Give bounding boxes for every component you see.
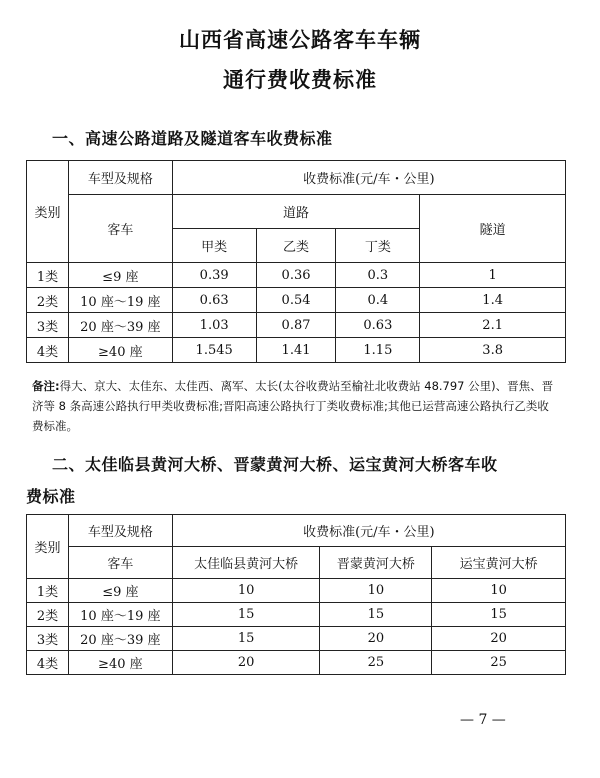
cell-class: 1类 <box>27 263 69 288</box>
table-row <box>27 627 566 651</box>
header-rate: 收费标准(元/车・公里) <box>172 515 565 547</box>
cell-class: 4类 <box>27 338 69 363</box>
page-number: — 7 — <box>460 712 506 728</box>
cell-rate-tunnel: 3.8 <box>420 338 566 363</box>
cell-bridge2: 10 <box>320 579 432 603</box>
cell-rate-d: 0.4 <box>336 288 420 313</box>
section2-heading-line2: 费标准 <box>26 487 76 506</box>
cell-bridge2: 20 <box>320 627 432 651</box>
header-bus: 客车 <box>68 195 172 263</box>
table-row <box>27 338 566 363</box>
cell-rate-b: 0.54 <box>256 288 336 313</box>
cell-rate-a: 0.63 <box>172 288 256 313</box>
cell-seats: ≥40 座 <box>68 651 172 675</box>
cell-bridge1: 10 <box>172 579 320 603</box>
header-bridge-yunbao: 运宝黄河大桥 <box>432 547 566 579</box>
cell-rate-b: 0.87 <box>256 313 336 338</box>
remarks-text: 得大、京大、太佳东、太佳西、离军、太长(太谷收费站至榆社北收费站 48.797 公里)、晋焦、晋济等 8 条高速公路执行甲类收费标准;晋阳高速公路执行丁类收费标准;其他已运营高速公路执行乙类收费标准。 <box>32 379 554 433</box>
cell-seats: ≥40 座 <box>68 338 172 363</box>
cell-seats: 20 座～39 座 <box>68 627 172 651</box>
header-tunnel: 隧道 <box>420 195 566 263</box>
cell-bridge3: 15 <box>432 603 566 627</box>
cell-rate-a: 1.545 <box>172 338 256 363</box>
cell-bridge3: 20 <box>432 627 566 651</box>
header-bridge-jinmeng: 晋蒙黄河大桥 <box>320 547 432 579</box>
cell-seats: 10 座～19 座 <box>68 288 172 313</box>
cell-seats: ≤9 座 <box>68 579 172 603</box>
cell-rate-b: 0.36 <box>256 263 336 288</box>
header-class-b: 乙类 <box>256 229 336 263</box>
cell-rate-d: 0.63 <box>336 313 420 338</box>
header-class: 类别 <box>27 161 69 263</box>
header-bridge-taijia: 太佳临县黄河大桥 <box>172 547 320 579</box>
cell-bridge1: 20 <box>172 651 320 675</box>
bridge-toll-table <box>26 514 566 675</box>
cell-bridge3: 10 <box>432 579 566 603</box>
header-type-spec: 车型及规格 <box>68 161 172 195</box>
cell-bridge3: 25 <box>432 651 566 675</box>
table-row <box>27 263 566 288</box>
cell-rate-d: 1.15 <box>336 338 420 363</box>
header-class-d: 丁类 <box>336 229 420 263</box>
cell-seats: 20 座～39 座 <box>68 313 172 338</box>
cell-bridge2: 25 <box>320 651 432 675</box>
cell-bridge1: 15 <box>172 603 320 627</box>
document-title-line2: 通行费收费标准 <box>223 68 377 92</box>
table-row <box>27 651 566 675</box>
cell-class: 3类 <box>27 627 69 651</box>
cell-seats: 10 座～19 座 <box>68 603 172 627</box>
cell-rate-d: 0.3 <box>336 263 420 288</box>
header-class: 类别 <box>27 515 69 579</box>
cell-rate-b: 1.41 <box>256 338 336 363</box>
table-row <box>27 313 566 338</box>
cell-rate-tunnel: 1.4 <box>420 288 566 313</box>
header-road: 道路 <box>172 195 420 229</box>
cell-class: 3类 <box>27 313 69 338</box>
table-row <box>27 579 566 603</box>
remarks <box>32 376 560 436</box>
cell-bridge2: 15 <box>320 603 432 627</box>
road-tunnel-toll-table <box>26 160 566 363</box>
table-row <box>27 603 566 627</box>
header-rate: 收费标准(元/车・公里) <box>172 161 565 195</box>
cell-seats: ≤9 座 <box>68 263 172 288</box>
cell-class: 4类 <box>27 651 69 675</box>
section2-heading-line1: 二、太佳临县黄河大桥、晋蒙黄河大桥、运宝黄河大桥客车收 <box>52 455 498 474</box>
cell-bridge1: 15 <box>172 627 320 651</box>
cell-rate-tunnel: 1 <box>420 263 566 288</box>
header-type-spec: 车型及规格 <box>68 515 172 547</box>
header-class-a: 甲类 <box>172 229 256 263</box>
cell-class: 2类 <box>27 603 69 627</box>
section1-heading: 一、高速公路道路及隧道客车收费标准 <box>52 129 333 148</box>
cell-rate-tunnel: 2.1 <box>420 313 566 338</box>
table-row <box>27 288 566 313</box>
cell-rate-a: 0.39 <box>172 263 256 288</box>
header-bus: 客车 <box>68 547 172 579</box>
document-title-line1: 山西省高速公路客车车辆 <box>179 28 421 52</box>
cell-rate-a: 1.03 <box>172 313 256 338</box>
cell-class: 2类 <box>27 288 69 313</box>
cell-class: 1类 <box>27 579 69 603</box>
remarks-label: 备注: <box>32 379 60 393</box>
